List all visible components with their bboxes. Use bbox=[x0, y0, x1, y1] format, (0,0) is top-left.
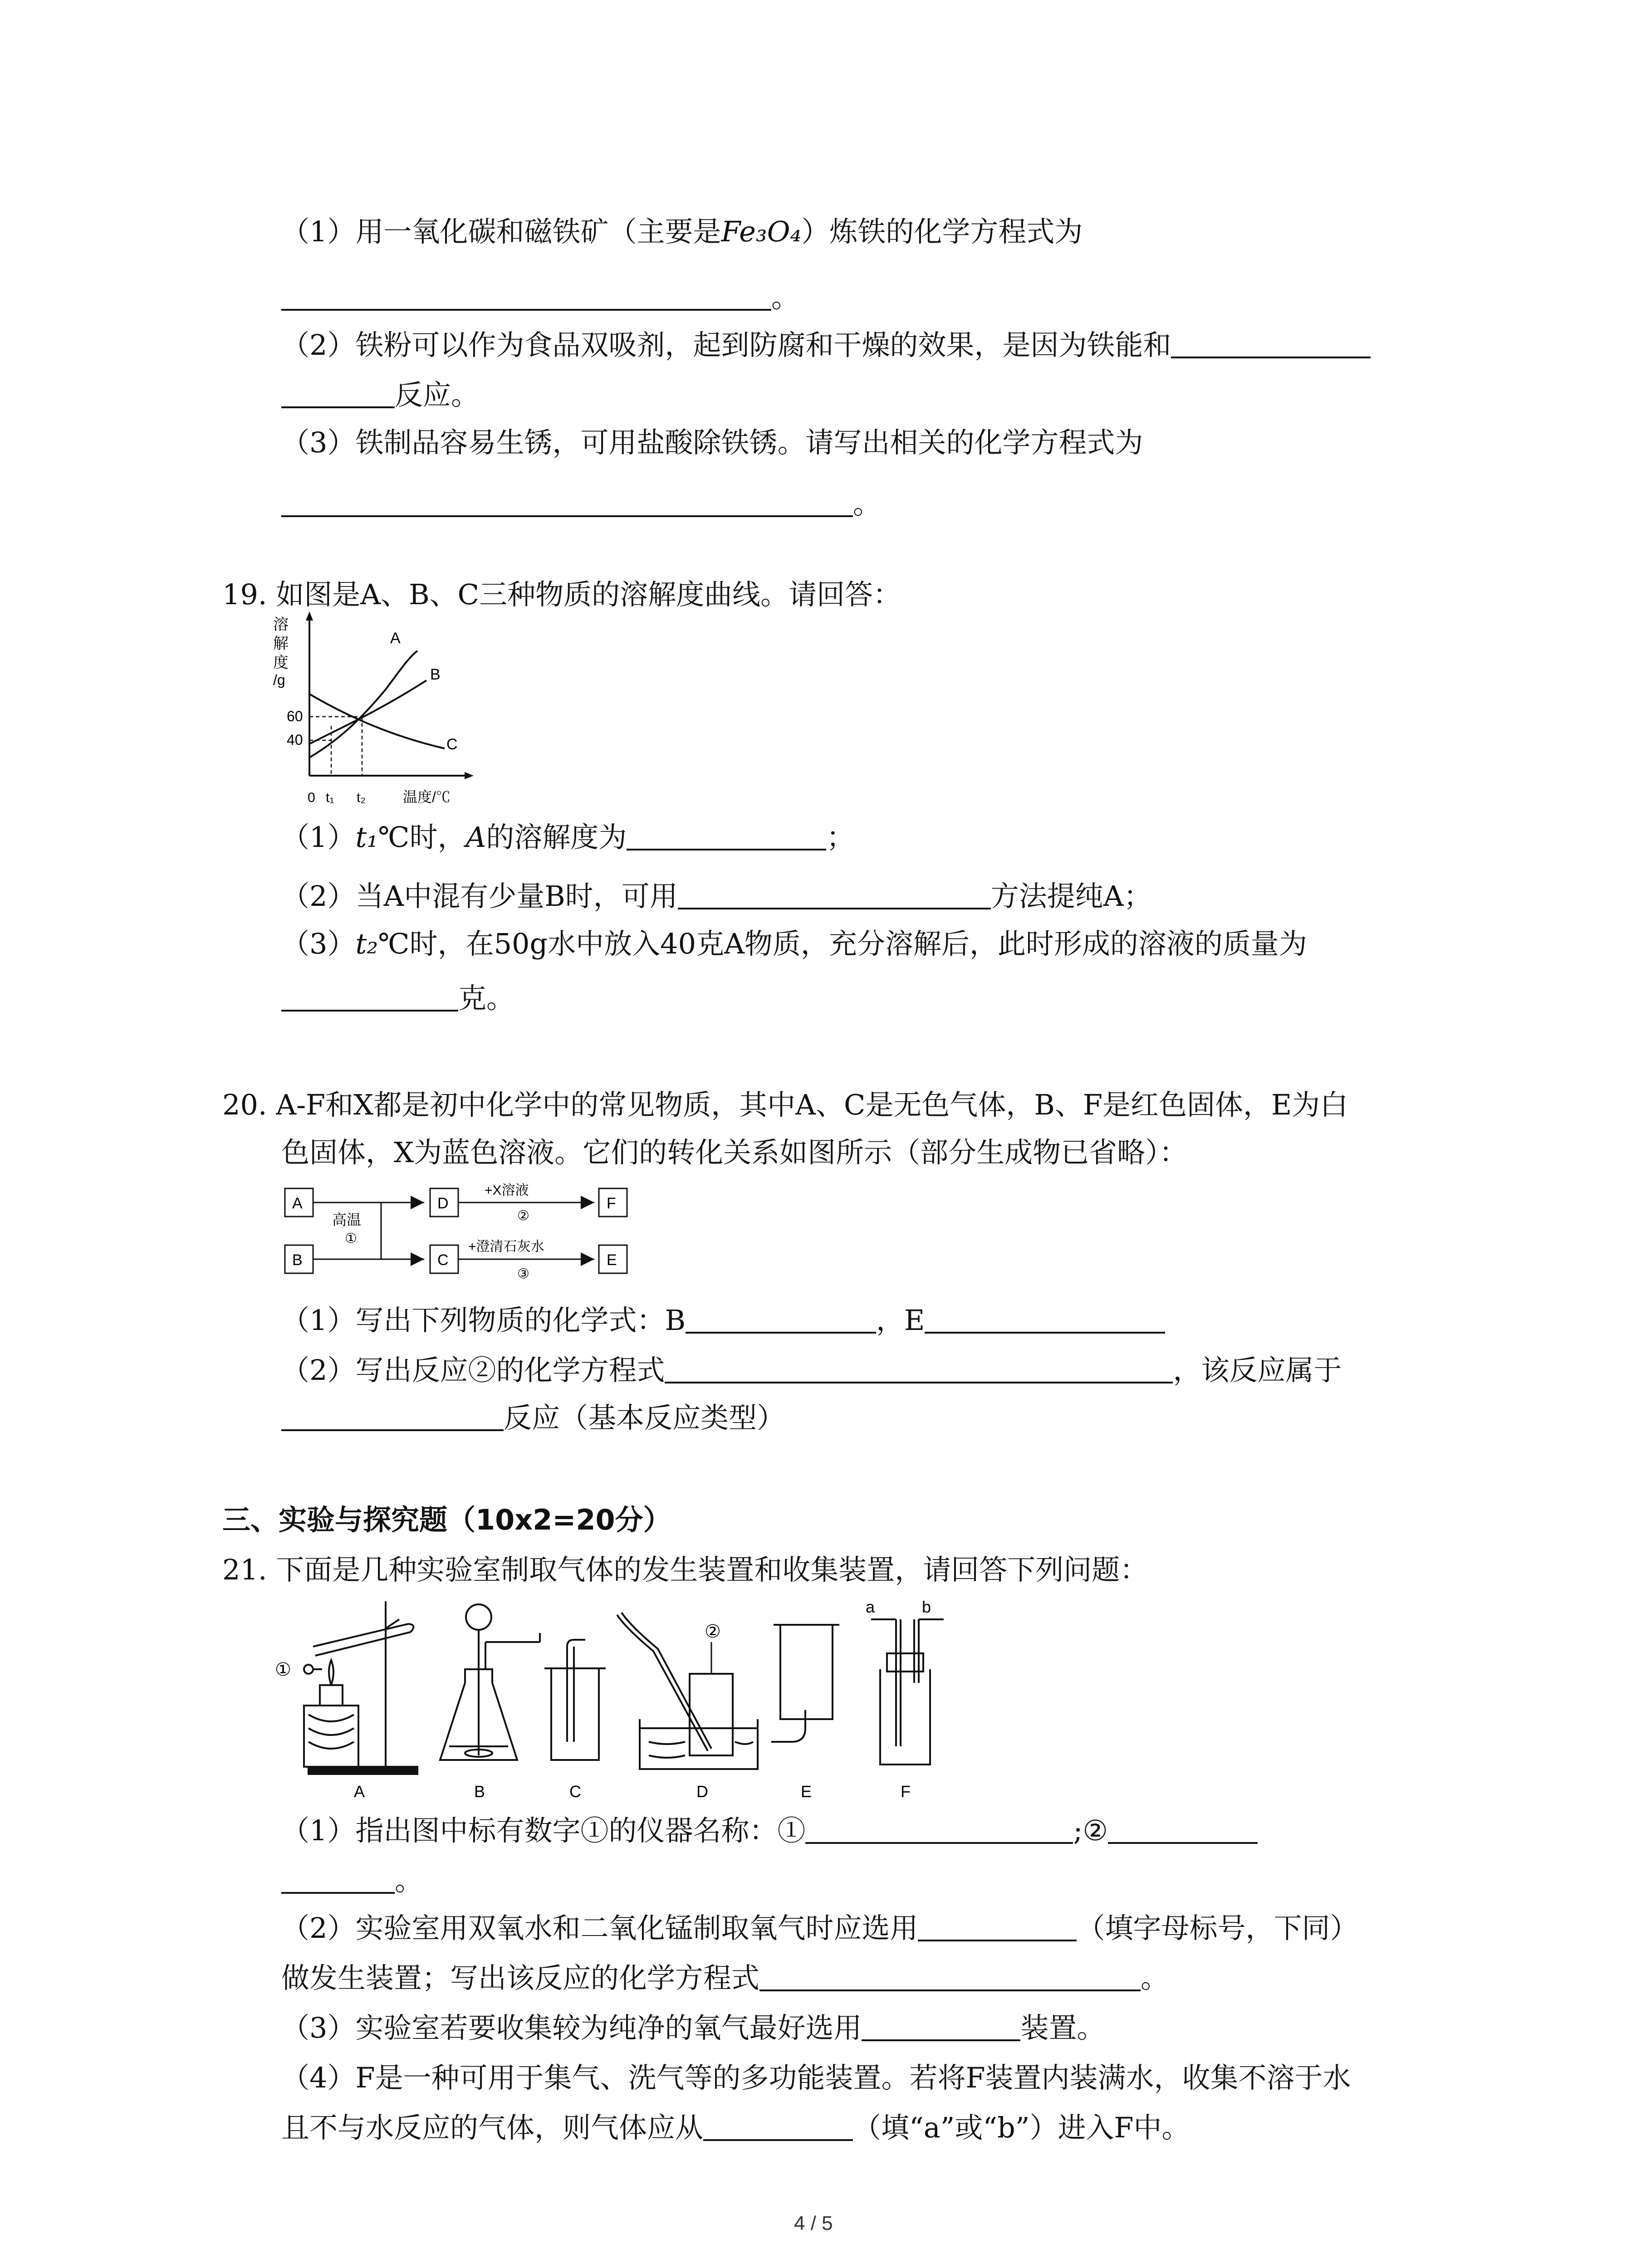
port-a-label: a bbox=[866, 1598, 875, 1616]
answer-blank[interactable] bbox=[686, 1331, 876, 1334]
apparatus-label-C: C bbox=[569, 1782, 581, 1801]
chart-xtick-0: 0 bbox=[308, 790, 315, 805]
answer-blank[interactable] bbox=[678, 907, 991, 909]
q18-formula: Fe₃O₄ bbox=[721, 215, 802, 248]
answer-blank[interactable] bbox=[281, 1009, 458, 1012]
apparatus-label-B: B bbox=[474, 1782, 485, 1801]
box-E-label: E bbox=[607, 1251, 617, 1269]
q20-part2-cont: 反应（基本反应类型） bbox=[281, 1404, 785, 1432]
chart-ylabel-1: 溶 bbox=[273, 616, 289, 633]
q20-part1: （1）写出下列物质的化学式：B ，E bbox=[281, 1306, 1165, 1334]
chart-ylabel-4: /g bbox=[273, 672, 285, 688]
answer-blank[interactable] bbox=[925, 1331, 1165, 1334]
solubility-chart bbox=[272, 608, 490, 812]
answer-blank[interactable] bbox=[281, 406, 395, 408]
q21-part1-cont: 。 bbox=[281, 1867, 423, 1895]
apparatus-figure bbox=[272, 1592, 975, 1805]
apparatus-B bbox=[440, 1604, 540, 1760]
q20-part2: （2）写出反应②的化学方程式 ，该反应属于 bbox=[281, 1354, 1342, 1387]
apparatus-F bbox=[871, 1619, 944, 1765]
q19-stem: 19. 如图是A、B、C三种物质的溶解度曲线。请回答： bbox=[222, 578, 901, 611]
cond-3-num: ③ bbox=[517, 1266, 529, 1281]
apparatus-D bbox=[617, 1613, 758, 1769]
answer-blank[interactable] bbox=[918, 1939, 1077, 1941]
answer-blank[interactable] bbox=[805, 1841, 1073, 1844]
q18-part3: （3）铁制品容易生锈，可用盐酸除铁锈。请写出相关的化学方程式为 bbox=[281, 426, 1143, 459]
q18-part2: （2）铁粉可以作为食品双吸剂，起到防腐和干燥的效果，是因为铁能和 bbox=[281, 331, 1371, 359]
q20-stem-line2: 色固体，X为蓝色溶液。它们的转化关系如图所示（部分生成物已省略）： bbox=[281, 1136, 1188, 1169]
chart-ylabel-3: 度 bbox=[273, 654, 289, 671]
cond-1-num: ① bbox=[345, 1231, 357, 1246]
q21-part2: （2）实验室用双氧水和二氧化锰制取氧气时应选用 （填字母标号，下同） bbox=[281, 1911, 1358, 1945]
answer-blank[interactable] bbox=[759, 1989, 1141, 1991]
apparatus-label-A: A bbox=[354, 1782, 365, 1801]
chart-ytick-40: 40 bbox=[287, 732, 303, 748]
curve-label-A: A bbox=[390, 630, 401, 647]
chart-x-arrow bbox=[465, 772, 474, 779]
cond-x-solution: +X溶液 bbox=[485, 1183, 529, 1198]
cond-high-temp: 高温 bbox=[332, 1212, 362, 1228]
cond-2-num: ② bbox=[517, 1208, 529, 1223]
box-F-label: F bbox=[607, 1195, 616, 1212]
chart-y-arrow bbox=[306, 611, 313, 621]
answer-blank[interactable] bbox=[281, 1891, 395, 1894]
q18-part1: （1）用一氧化碳和磁铁矿（主要是Fe₃O₄）炼铁的化学方程式为 bbox=[281, 215, 1083, 248]
answer-blank[interactable] bbox=[862, 2038, 1020, 2041]
box-A-label: A bbox=[292, 1195, 303, 1212]
curve-B bbox=[309, 680, 426, 744]
apparatus-label-F: F bbox=[901, 1782, 911, 1801]
answer-blank[interactable] bbox=[627, 848, 826, 850]
chart-xtick-t2: t₂ bbox=[357, 790, 366, 805]
apparatus-label-E: E bbox=[801, 1782, 812, 1801]
apparatus-label-D: D bbox=[696, 1782, 708, 1801]
answer-blank[interactable] bbox=[665, 1381, 1173, 1383]
page-number: 4 / 5 bbox=[794, 2212, 833, 2234]
curve-label-C: C bbox=[446, 736, 458, 753]
conversion-diagram bbox=[281, 1175, 644, 1288]
q20-stem-line1: 20. A-F和X都是初中化学中的常见物质，其中A、C是无色气体，B、F是红色固体，E为白 bbox=[222, 1088, 1348, 1121]
apparatus-C bbox=[544, 1640, 606, 1760]
q21-stem: 21. 下面是几种实验室制取气体的发生装置和收集装置，请回答下列问题： bbox=[222, 1553, 1148, 1586]
curve-A bbox=[309, 651, 417, 758]
q19-part3-answer: 克。 bbox=[281, 984, 514, 1012]
marker-1: ① bbox=[275, 1660, 291, 1680]
apparatus-A bbox=[304, 1601, 417, 1774]
q18-part1-answer: 。 bbox=[281, 284, 799, 312]
cond-limewater: +澄清石灰水 bbox=[468, 1239, 544, 1254]
box-B-label: B bbox=[292, 1251, 303, 1269]
q21-part3: （3）实验室若要收集较为纯净的氧气最好选用 装置。 bbox=[281, 2011, 1105, 2044]
q19-part2: （2）当A中混有少量B时，可用 方法提纯A； bbox=[281, 880, 1152, 913]
q21-part1: （1）指出图中标有数字①的仪器名称：① ;② bbox=[281, 1817, 1258, 1845]
q19-part3: （3）t₂℃时，在50g水中放入40克A物质，充分溶解后，此时形成的溶液的质量为 bbox=[281, 927, 1307, 960]
answer-blank[interactable] bbox=[1108, 1841, 1258, 1844]
q21-part4-cont: 且不与水反应的气体，则气体应从 （填“a”或“b”）进入F中。 bbox=[281, 2111, 1190, 2144]
q18-part2-cont: 反应。 bbox=[281, 381, 479, 409]
chart-ytick-60: 60 bbox=[287, 708, 303, 724]
q18-part3-answer: 。 bbox=[281, 490, 881, 518]
q19-part1: （1）t₁℃时，A的溶解度为 ； bbox=[281, 821, 855, 854]
q21-part4: （4）F是一种可用于集气、洗气等的多功能装置。若将F装置内装满水，收集不溶于水 bbox=[281, 2061, 1351, 2094]
section-3-heading: 三、实验与探究题（10x2=20分） bbox=[222, 1503, 671, 1536]
q21-part2-cont: 做发生装置；写出该反应的化学方程式 。 bbox=[281, 1961, 1169, 1994]
answer-blank[interactable] bbox=[703, 2138, 853, 2141]
box-D-label: D bbox=[437, 1195, 449, 1212]
chart-ylabel-2: 解 bbox=[273, 635, 289, 652]
port-b-label: b bbox=[922, 1598, 931, 1616]
apparatus-E bbox=[771, 1624, 839, 1742]
answer-blank[interactable] bbox=[281, 1428, 504, 1431]
answer-blank[interactable] bbox=[1171, 356, 1371, 358]
curve-label-B: B bbox=[430, 666, 441, 683]
marker-2: ② bbox=[705, 1622, 721, 1642]
answer-blank[interactable] bbox=[281, 514, 853, 517]
chart-xlabel: 温度/℃ bbox=[403, 789, 451, 805]
answer-blank[interactable] bbox=[281, 308, 771, 311]
box-C-label: C bbox=[437, 1251, 449, 1269]
chart-xtick-t1: t₁ bbox=[326, 790, 334, 805]
